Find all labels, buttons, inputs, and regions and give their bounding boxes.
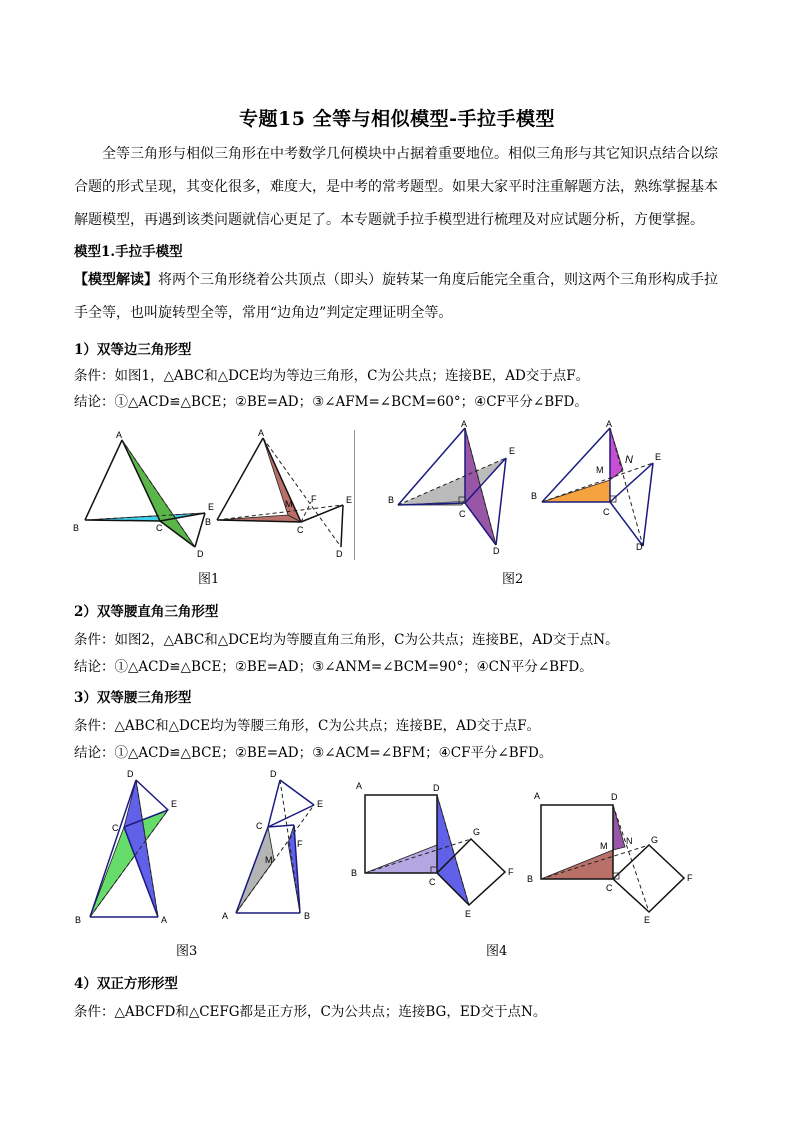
label-D: D xyxy=(270,769,277,779)
label-A: A xyxy=(161,915,168,925)
section-3-condition: 条件：△ABC和△DCE均为等腰三角形，C为公共点；连接BE，AD交于点F。 xyxy=(74,718,541,734)
section-1-conclusion: 结论：①△ACD≌△BCE；②BE=AD；③∠AFM=∠BCM=60°；④CF平分∠BFD。 xyxy=(74,394,588,410)
label-A: A xyxy=(356,781,363,791)
fig3b-edge xyxy=(268,805,314,827)
figure-separator xyxy=(354,430,355,560)
label-A: A xyxy=(222,911,229,921)
section-2-heading: 2）双等腰直角三角形型 xyxy=(74,604,219,620)
fig1a-edge xyxy=(122,440,160,521)
label-A: A xyxy=(461,419,468,429)
page-title: 专题15 全等与相似模型-手拉手模型 xyxy=(239,108,555,130)
fig1b-edge xyxy=(217,438,263,520)
section-3-conclusion: 结论：①△ACD≌△BCE；②BE=AD；③∠ACM=∠BFM；④CF平分∠BFD。 xyxy=(74,745,553,761)
label-D: D xyxy=(611,792,618,802)
model-reading-label: 【模型解读】 xyxy=(74,272,158,288)
fig2b-edge xyxy=(643,463,653,546)
label-M: M xyxy=(596,465,604,475)
label-E: E xyxy=(465,909,472,919)
label-D: D xyxy=(197,549,204,559)
section-1-condition: 条件：如图1，△ABC和△DCE均为等边三角形，C为公共点；连接BE，AD交于点F。 xyxy=(74,368,590,384)
figure-1a xyxy=(70,430,220,560)
figure-1b xyxy=(203,430,358,560)
fig3a-edge xyxy=(136,780,168,810)
label-B: B xyxy=(73,523,80,533)
label-F: F xyxy=(297,839,303,849)
figure-4a xyxy=(347,775,532,925)
label-B: B xyxy=(75,915,82,925)
fig4a-lavender-triangle xyxy=(365,845,437,873)
label-E: E xyxy=(171,799,178,809)
label-F: F xyxy=(508,867,514,877)
label-B: B xyxy=(388,495,395,505)
fig4b-purple-triangle xyxy=(613,805,625,850)
label-D: D xyxy=(127,769,134,779)
fig3b-edge xyxy=(268,780,280,827)
fig3b-gray-triangle xyxy=(236,827,274,913)
fig2b-edge xyxy=(610,502,643,546)
section-2-conclusion: 结论：①△ACD≌△BCE；②BE=AD；③∠ANM=∠BCM=90°；④CN平分∠BFD。 xyxy=(74,659,593,675)
label-B: B xyxy=(531,491,538,501)
label-F: F xyxy=(311,494,317,504)
label-C: C xyxy=(429,877,436,887)
label-G: G xyxy=(651,835,659,845)
figure-1-caption: 图1 xyxy=(198,572,220,587)
label-A: A xyxy=(116,430,123,440)
fig1b-edge xyxy=(263,438,301,522)
figure-3a xyxy=(70,765,190,925)
label-B: B xyxy=(527,874,534,884)
label-B: B xyxy=(351,868,358,878)
figure-4-caption: 图4 xyxy=(486,944,508,959)
fig1a-edge xyxy=(85,440,122,520)
label-D: D xyxy=(493,546,500,556)
label-B: B xyxy=(205,517,212,527)
label-E: E xyxy=(317,799,324,809)
label-A: A xyxy=(606,419,613,429)
label-E: E xyxy=(509,446,516,456)
label-C: C xyxy=(606,883,613,893)
section-4-heading: 4）双正方形形型 xyxy=(74,976,178,992)
figure-2-caption: 图2 xyxy=(502,572,524,587)
label-D: D xyxy=(433,783,440,793)
figure-3-caption: 图3 xyxy=(176,944,198,959)
section-3-heading: 3）双等腰三角形型 xyxy=(74,690,192,706)
figure-3b xyxy=(218,765,338,925)
section-2-condition: 条件：如图2，△ABC和△DCE均为等腰直角三角形，C为公共点；连接BE，AD交于点N。 xyxy=(74,632,619,648)
intro-paragraph: 全等三角形与相似三角形在中考数学几何模块中占据着重要地位。相似三角形与其它知识点结合以综合题的形式呈现，其变化很多，难度大，是中考的常考题型。如果大家平时注重解题方法，熟练掌握基本解题模型，再遇到该类问题就信心更足了。本专题就手拉手模型进行梳理及对应试题分析，方便掌握。 xyxy=(74,146,718,228)
section-4-condition: 条件：△ABCFD和△CEFG都是正方形，C为公共点；连接BG，ED交于点N。 xyxy=(74,1004,547,1020)
label-G: G xyxy=(473,827,481,837)
label-C: C xyxy=(112,823,119,833)
label-D: D xyxy=(636,542,643,552)
label-C: C xyxy=(297,525,304,535)
label-F: F xyxy=(687,873,693,883)
model-heading: 模型1.手拉手模型 xyxy=(74,244,183,260)
label-E: E xyxy=(208,502,215,512)
label-D: D xyxy=(336,549,343,559)
label-M: M xyxy=(285,499,293,509)
figure-4b xyxy=(527,775,717,925)
label-E: E xyxy=(346,495,353,505)
label-B: B xyxy=(304,911,311,921)
label-N: N xyxy=(626,836,633,846)
figure-2b xyxy=(530,418,670,558)
fig4b-brown-triangle xyxy=(541,850,613,879)
label-E: E xyxy=(655,452,662,462)
fig1b-edge xyxy=(341,505,343,547)
fig1a-edge xyxy=(85,520,160,521)
label-M: M xyxy=(265,855,273,865)
label-C: C xyxy=(256,821,263,831)
label-C: C xyxy=(603,507,610,517)
fig4b-square-cefg xyxy=(613,845,684,912)
label-C: C xyxy=(459,509,466,519)
fig2a-edge xyxy=(496,458,506,545)
label-A: A xyxy=(534,791,541,801)
fig3b-edge xyxy=(280,780,314,805)
label-N: N xyxy=(625,454,633,466)
figure-2a xyxy=(385,418,525,558)
model-reading xyxy=(74,264,726,330)
label-M: M xyxy=(600,841,608,851)
label-A: A xyxy=(258,428,265,438)
model-reading-text: 将两个三角形绕着公共顶点（即头）旋转某一角度后能完全重合，则这两个三角形构成手拉手全等，也叫旋转型全等，常用“边角边”判定定理证明全等。 xyxy=(74,272,718,321)
label-C: C xyxy=(156,523,163,533)
label-E: E xyxy=(644,915,651,925)
section-1-heading: 1）双等边三角形型 xyxy=(74,342,192,358)
